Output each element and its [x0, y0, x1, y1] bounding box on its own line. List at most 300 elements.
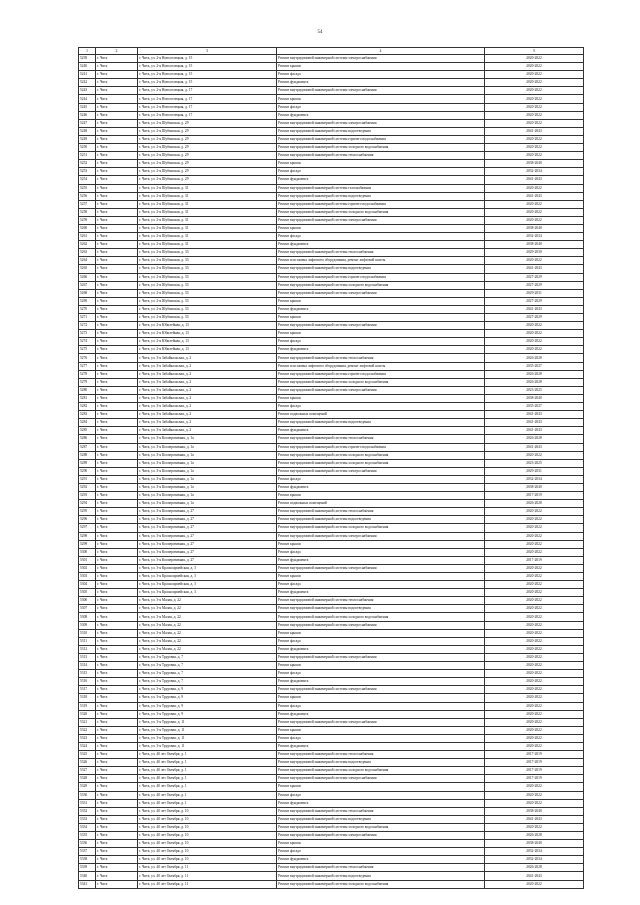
address-cell: г. Чита, ул. 2-я Новоселецкая, д. 15	[138, 63, 277, 71]
address-cell: г. Чита, ул. 2-я Шубинская, д. 33	[138, 314, 277, 322]
municipality-cell: г. Чита	[96, 160, 138, 168]
row-number-cell: 5339	[79, 864, 96, 872]
period-cell: 2020-2022	[485, 726, 584, 734]
municipality-cell: г. Чита	[96, 540, 138, 548]
period-cell: 2020-2022	[485, 144, 584, 152]
row-number-cell: 5270	[79, 305, 96, 313]
row-number-cell: 5328	[79, 775, 96, 783]
table-row	[79, 71, 584, 79]
address-cell: г. Чита, ул. 3-я Трудовая, д. 11	[138, 734, 277, 742]
address-cell: г. Чита, ул. 40 лет Октября, д. 10	[138, 856, 277, 864]
municipality-cell: г. Чита	[96, 451, 138, 459]
period-cell: 2020-2022	[485, 573, 584, 581]
work-type-cell: Ремонт внутридомовой инженерной системы горячего водоснабжения	[277, 273, 485, 281]
row-number-cell: 5325	[79, 751, 96, 759]
period-cell: 2032-2034	[485, 475, 584, 483]
work-type-cell: Ремонт крыши	[277, 694, 485, 702]
table-row	[79, 662, 584, 670]
address-cell: г. Чита, ул. 3-я Трудовая, д. 7	[138, 653, 277, 661]
work-type-cell: Ремонт внутридомовой инженерной системы теплоснабжения	[277, 751, 485, 759]
period-cell: 2020-2022	[485, 880, 584, 888]
table-row	[79, 492, 584, 500]
row-number-cell: 5312	[79, 645, 96, 653]
work-type-cell: Ремонт внутридомовой инженерной системы горячего водоснабжения	[277, 443, 485, 451]
work-type-cell: Ремонт крыши	[277, 629, 485, 637]
row-number-cell: 5247	[79, 119, 96, 127]
address-cell: г. Чита, ул. 40 лет Октября, д. 1	[138, 791, 277, 799]
municipality-cell: г. Чита	[96, 427, 138, 435]
row-number-cell: 5272	[79, 322, 96, 330]
period-cell: 2020-2022	[485, 532, 584, 540]
row-number-cell: 5262	[79, 241, 96, 249]
period-cell: 2041-2043	[485, 127, 584, 135]
municipality-cell: г. Чита	[96, 297, 138, 305]
table-row	[79, 856, 584, 864]
address-cell: г. Чита, ул. 3-я Красноармейская, д. 3	[138, 589, 277, 597]
address-cell: г. Чита, ул. 40 лет Октября, д. 10	[138, 823, 277, 831]
table-row	[79, 532, 584, 540]
row-number-cell: 5305	[79, 589, 96, 597]
municipality-cell: г. Чита	[96, 103, 138, 111]
table-row	[79, 160, 584, 168]
address-cell: г. Чита, ул. 3-я Забайкальская, д. 2	[138, 427, 277, 435]
address-cell: г. Чита, ул. 40 лет Октября, д. 1	[138, 783, 277, 791]
address-cell: г. Чита, ул. 40 лет Октября, д. 10	[138, 840, 277, 848]
work-type-cell: Ремонт крыши	[277, 394, 485, 402]
work-type-cell: Ремонт крыши	[277, 224, 485, 232]
period-cell: 2032-2034	[485, 856, 584, 864]
row-number-cell: 5338	[79, 856, 96, 864]
table-row	[79, 427, 584, 435]
period-cell: 2020-2022	[485, 330, 584, 338]
municipality-cell: г. Чита	[96, 265, 138, 273]
work-type-cell: Ремонт внутридомовой инженерной системы электроснабжения	[277, 621, 485, 629]
period-cell: 2041-2043	[485, 265, 584, 273]
row-number-cell: 5242	[79, 79, 96, 87]
work-type-cell: Ремонт внутридомовой инженерной системы электроснабжения	[277, 322, 485, 330]
period-cell: 2020-2022	[485, 346, 584, 354]
work-type-cell: Ремонт внутридомовой инженерной системы теплоснабжения	[277, 354, 485, 362]
address-cell: г. Чита, ул. 2-я Новоселецкая, д. 15	[138, 79, 277, 87]
row-number-cell: 5278	[79, 370, 96, 378]
address-cell: г. Чита, ул. 3-я Малая, д. 22	[138, 597, 277, 605]
table-row	[79, 403, 584, 411]
row-number-cell: 5306	[79, 597, 96, 605]
table-row	[79, 516, 584, 524]
table-row	[79, 354, 584, 362]
table-row	[79, 589, 584, 597]
address-cell: г. Чита, ул. 2-я Шубинская, д. 31	[138, 208, 277, 216]
address-cell: г. Чита, ул. 3-я Забайкальская, д. 2	[138, 370, 277, 378]
municipality-cell: г. Чита	[96, 645, 138, 653]
municipality-cell: г. Чита	[96, 524, 138, 532]
table-row	[79, 880, 584, 888]
address-cell: г. Чита, ул. 3-я Забайкальская, д. 2	[138, 354, 277, 362]
table-row	[79, 297, 584, 305]
row-number-cell: 5283	[79, 411, 96, 419]
address-cell: г. Чита, ул. 3-я Кооперативная, д. 27	[138, 524, 277, 532]
row-number-cell: 5266	[79, 273, 96, 281]
address-cell: г. Чита, ул. 2-я Шубинская, д. 33	[138, 265, 277, 273]
work-type-cell: Ремонт фасада	[277, 475, 485, 483]
work-type-cell: Ремонт внутридомовой инженерной системы электроснабжения	[277, 289, 485, 297]
municipality-cell: г. Чита	[96, 653, 138, 661]
table-row	[79, 645, 584, 653]
period-cell: 2020-2022	[485, 799, 584, 807]
table-row	[79, 362, 584, 370]
municipality-cell: г. Чита	[96, 500, 138, 508]
period-cell: 2020-2022	[485, 597, 584, 605]
table-row	[79, 111, 584, 119]
municipality-cell: г. Чита	[96, 354, 138, 362]
municipality-cell: г. Чита	[96, 289, 138, 297]
period-cell: 2029-2031	[485, 289, 584, 297]
work-type-cell: Ремонт крыши	[277, 573, 485, 581]
work-type-cell: Ремонт внутридомовой инженерной системы водоотведения	[277, 815, 485, 823]
work-type-cell: Ремонт или замена лифтового оборудования, ремонт лифтовой шахты	[277, 362, 485, 370]
municipality-cell: г. Чита	[96, 573, 138, 581]
municipality-cell: г. Чита	[96, 63, 138, 71]
period-cell: 2041-2043	[485, 305, 584, 313]
municipality-cell: г. Чита	[96, 233, 138, 241]
table-row	[79, 702, 584, 710]
period-cell: 2020-2022	[485, 791, 584, 799]
period-cell: 2041-2043	[485, 815, 584, 823]
municipality-cell: г. Чита	[96, 815, 138, 823]
table-row	[79, 791, 584, 799]
work-type-cell: Ремонт внутридомовой инженерной системы теплоснабжения	[277, 249, 485, 257]
address-cell: г. Чита, ул. 3-я Малая, д. 22	[138, 637, 277, 645]
repair-schedule-table	[78, 47, 584, 889]
work-type-cell: Ремонт внутридомовой инженерной системы холодного водоснабжения	[277, 378, 485, 386]
row-number-cell: 5311	[79, 637, 96, 645]
work-type-cell: Ремонт фасада	[277, 338, 485, 346]
work-type-cell: Ремонт внутридомовой инженерной системы электроснабжения	[277, 775, 485, 783]
municipality-cell: г. Чита	[96, 176, 138, 184]
table-row	[79, 467, 584, 475]
municipality-cell: г. Чита	[96, 378, 138, 386]
work-type-cell: Ремонт внутридомовой инженерной системы холодного водоснабжения	[277, 451, 485, 459]
table-row	[79, 718, 584, 726]
table-row	[79, 224, 584, 232]
address-cell: г. Чита, ул. 40 лет Октября, д. 11	[138, 872, 277, 880]
row-number-cell: 5303	[79, 573, 96, 581]
row-number-cell: 5250	[79, 144, 96, 152]
municipality-cell: г. Чита	[96, 443, 138, 451]
municipality-cell: г. Чита	[96, 370, 138, 378]
table-row	[79, 257, 584, 265]
address-cell: г. Чита, ул. 40 лет Октября, д. 1	[138, 767, 277, 775]
table-row	[79, 63, 584, 71]
period-cell: 2017-2019	[485, 759, 584, 767]
period-cell: 2020-2022	[485, 338, 584, 346]
row-number-cell: 5332	[79, 807, 96, 815]
address-cell: г. Чита, ул. 3-я Малая, д. 22	[138, 621, 277, 629]
table-row	[79, 346, 584, 354]
table-row	[79, 435, 584, 443]
table-row	[79, 394, 584, 402]
table-row	[79, 79, 584, 87]
municipality-cell: г. Чита	[96, 394, 138, 402]
work-type-cell: Ремонт внутридомовой инженерной системы электроснабжения	[277, 386, 485, 394]
row-number-cell: 5281	[79, 394, 96, 402]
table-row	[79, 330, 584, 338]
work-type-cell: Ремонт крыши	[277, 297, 485, 305]
period-cell: 2020-2022	[485, 508, 584, 516]
table-row	[79, 168, 584, 176]
row-number-cell: 5253	[79, 168, 96, 176]
column-number-5: 5	[485, 48, 584, 55]
table-row	[79, 613, 584, 621]
address-cell: г. Чита, ул. 3-я Красноармейская, д. 3	[138, 581, 277, 589]
address-cell: г. Чита, ул. 3-я Малая, д. 22	[138, 629, 277, 637]
period-cell: 2020-2022	[485, 710, 584, 718]
address-cell: г. Чита, ул. 3-я Забайкальская, д. 2	[138, 419, 277, 427]
period-cell: 2027-2029	[485, 314, 584, 322]
row-number-cell: 5341	[79, 880, 96, 888]
table-row	[79, 726, 584, 734]
row-number-cell: 5291	[79, 475, 96, 483]
work-type-cell: Ремонт внутридомовой инженерной системы электроснабжения	[277, 87, 485, 95]
work-type-cell: Ремонт фундамента	[277, 241, 485, 249]
period-cell: 2020-2022	[485, 670, 584, 678]
address-cell: г. Чита, ул. 3-я Кооперативная, д. 27	[138, 516, 277, 524]
work-type-cell: Ремонт внутридомовой инженерной системы холодного водоснабжения	[277, 144, 485, 152]
work-type-cell: Ремонт фасада	[277, 670, 485, 678]
address-cell: г. Чита, ул. 40 лет Октября, д. 11	[138, 880, 277, 888]
work-type-cell: Ремонт внутридомовой инженерной системы водоотведения	[277, 516, 485, 524]
address-cell: г. Чита, ул. 2-я Шубинская, д. 33	[138, 297, 277, 305]
row-number-cell: 5251	[79, 152, 96, 160]
table-row	[79, 322, 584, 330]
table-row	[79, 419, 584, 427]
municipality-cell: г. Чита	[96, 783, 138, 791]
column-number-4: 4	[277, 48, 485, 55]
period-cell: 2020-2022	[485, 783, 584, 791]
work-type-cell: Ремонт фасада	[277, 637, 485, 645]
row-number-cell: 5309	[79, 621, 96, 629]
municipality-cell: г. Чита	[96, 670, 138, 678]
address-cell: г. Чита, ул. 40 лет Октября, д. 1	[138, 799, 277, 807]
row-number-cell: 5294	[79, 500, 96, 508]
address-cell: г. Чита, ул. 3-я Трудовая, д. 11	[138, 742, 277, 750]
municipality-cell: г. Чита	[96, 419, 138, 427]
municipality-cell: г. Чита	[96, 556, 138, 564]
address-cell: г. Чита, ул. 2-я Шубинская, д. 31	[138, 233, 277, 241]
period-cell: 2020-2022	[485, 79, 584, 87]
address-cell: г. Чита, ул. 3-я Кооперативная, д. 1а	[138, 483, 277, 491]
work-type-cell: Ремонт фундамента	[277, 645, 485, 653]
row-number-cell: 5335	[79, 832, 96, 840]
address-cell: г. Чита, ул. 40 лет Октября, д. 1	[138, 759, 277, 767]
work-type-cell: Ремонт фундамента	[277, 678, 485, 686]
address-cell: г. Чита, ул. 3-я Забайкальская, д. 2	[138, 403, 277, 411]
address-cell: г. Чита, ул. 2-я Юбилейная, д. 13	[138, 322, 277, 330]
municipality-cell: г. Чита	[96, 710, 138, 718]
row-number-cell: 5265	[79, 265, 96, 273]
period-cell: 2020-2022	[485, 111, 584, 119]
period-cell: 2020-2022	[485, 63, 584, 71]
period-cell: 2020-2022	[485, 694, 584, 702]
table-row	[79, 55, 584, 63]
address-cell: г. Чита, ул. 2-я Шубинская, д. 33	[138, 249, 277, 257]
row-number-cell: 5310	[79, 629, 96, 637]
page-number: 54	[317, 30, 323, 35]
table-row	[79, 759, 584, 767]
period-cell: 2020-2022	[485, 564, 584, 572]
period-cell: 2017-2019	[485, 767, 584, 775]
period-cell: 2026-2028	[485, 354, 584, 362]
address-cell: г. Чита, ул. 3-я Трудовая, д. 7	[138, 670, 277, 678]
work-type-cell: Ремонт внутридомовой инженерной системы газоснабжения	[277, 184, 485, 192]
period-cell: 2020-2022	[485, 119, 584, 127]
row-number-cell: 5284	[79, 419, 96, 427]
period-cell: 2017-2019	[485, 775, 584, 783]
period-cell: 2038-2040	[485, 807, 584, 815]
row-number-cell: 5292	[79, 483, 96, 491]
municipality-cell: г. Чита	[96, 403, 138, 411]
period-cell: 2038-2040	[485, 840, 584, 848]
work-type-cell: Ремонт фасада	[277, 581, 485, 589]
work-type-cell: Ремонт внутридомовой инженерной системы водоотведения	[277, 127, 485, 135]
row-number-cell: 5263	[79, 249, 96, 257]
period-cell: 2020-2022	[485, 95, 584, 103]
municipality-cell: г. Чита	[96, 386, 138, 394]
address-cell: г. Чита, ул. 2-я Юбилейная, д. 13	[138, 330, 277, 338]
row-number-cell: 5271	[79, 314, 96, 322]
period-cell: 2020-2022	[485, 621, 584, 629]
work-type-cell: Ремонт внутридомовой инженерной системы холодного водоснабжения	[277, 613, 485, 621]
period-cell: 2020-2022	[485, 208, 584, 216]
period-cell: 2029-2031	[485, 467, 584, 475]
address-cell: г. Чита, ул. 3-я Трудовая, д. 11	[138, 718, 277, 726]
work-type-cell: Ремонт внутридомовой инженерной системы электроснабжения	[277, 216, 485, 224]
row-number-cell: 5327	[79, 767, 96, 775]
address-cell: г. Чита, ул. 40 лет Октября, д. 10	[138, 848, 277, 856]
period-cell: 2020-2022	[485, 216, 584, 224]
table-row	[79, 208, 584, 216]
work-type-cell: Ремонт внутридомовой инженерной системы холодного водоснабжения	[277, 208, 485, 216]
row-number-cell: 5296	[79, 516, 96, 524]
address-cell: г. Чита, ул. 2-я Юбилейная, д. 13	[138, 338, 277, 346]
table-row	[79, 686, 584, 694]
row-number-cell: 5288	[79, 451, 96, 459]
address-cell: г. Чита, ул. 40 лет Октября, д. 11	[138, 864, 277, 872]
table-row	[79, 637, 584, 645]
row-number-cell: 5322	[79, 726, 96, 734]
municipality-cell: г. Чита	[96, 483, 138, 491]
municipality-cell: г. Чита	[96, 71, 138, 79]
period-cell: 2026-2028	[485, 435, 584, 443]
row-number-cell: 5293	[79, 492, 96, 500]
work-type-cell: Ремонт фасада	[277, 233, 485, 241]
municipality-cell: г. Чита	[96, 168, 138, 176]
work-type-cell: Ремонт крыши	[277, 840, 485, 848]
row-number-cell: 5267	[79, 281, 96, 289]
table-row	[79, 176, 584, 184]
municipality-cell: г. Чита	[96, 241, 138, 249]
municipality-cell: г. Чита	[96, 459, 138, 467]
municipality-cell: г. Чита	[96, 589, 138, 597]
table-row	[79, 775, 584, 783]
period-cell: 2032-2034	[485, 233, 584, 241]
period-cell: 2020-2022	[485, 548, 584, 556]
work-type-cell: Ремонт фундамента	[277, 111, 485, 119]
row-number-cell: 5319	[79, 702, 96, 710]
table-row	[79, 751, 584, 759]
work-type-cell: Ремонт фасада	[277, 403, 485, 411]
municipality-cell: г. Чита	[96, 791, 138, 799]
address-cell: г. Чита, ул. 2-я Шубинская, д. 31	[138, 241, 277, 249]
municipality-cell: г. Чита	[96, 694, 138, 702]
address-cell: г. Чита, ул. 2-я Шубинская, д. 29	[138, 135, 277, 143]
table-row	[79, 95, 584, 103]
table-row	[79, 734, 584, 742]
municipality-cell: г. Чита	[96, 662, 138, 670]
period-cell: 2020-2022	[485, 55, 584, 63]
row-number-cell: 5295	[79, 508, 96, 516]
row-number-cell: 5307	[79, 605, 96, 613]
address-cell: г. Чита, ул. 40 лет Октября, д. 10	[138, 815, 277, 823]
row-number-cell: 5243	[79, 87, 96, 95]
address-cell: г. Чита, ул. 2-я Новоселецкая, д. 17	[138, 95, 277, 103]
address-cell: г. Чита, ул. 40 лет Октября, д. 10	[138, 807, 277, 815]
row-number-cell: 5277	[79, 362, 96, 370]
period-cell: 2038-2040	[485, 160, 584, 168]
address-cell: г. Чита, ул. 3-я Трудовая, д. 7	[138, 678, 277, 686]
row-number-cell: 5255	[79, 184, 96, 192]
period-cell: 2041-2043	[485, 872, 584, 880]
period-cell: 2020-2022	[485, 637, 584, 645]
municipality-cell: г. Чита	[96, 119, 138, 127]
work-type-cell: Ремонт фундамента	[277, 856, 485, 864]
table-row	[79, 443, 584, 451]
municipality-cell: г. Чита	[96, 581, 138, 589]
row-number-cell: 5240	[79, 63, 96, 71]
period-cell: 2026-2028	[485, 500, 584, 508]
period-cell: 2041-2043	[485, 176, 584, 184]
table-row	[79, 694, 584, 702]
row-number-cell: 5317	[79, 686, 96, 694]
work-type-cell: Ремонт фасада	[277, 702, 485, 710]
table-row	[79, 152, 584, 160]
municipality-cell: г. Чита	[96, 548, 138, 556]
period-cell: 2017-2019	[485, 556, 584, 564]
address-cell: г. Чита, ул. 2-я Шубинская, д. 31	[138, 216, 277, 224]
work-type-cell: Ремонт крыши	[277, 95, 485, 103]
address-cell: г. Чита, ул. 40 лет Октября, д. 1	[138, 751, 277, 759]
municipality-cell: г. Чита	[96, 200, 138, 208]
row-number-cell: 5280	[79, 386, 96, 394]
address-cell: г. Чита, ул. 3-я Трудовая, д. 9	[138, 710, 277, 718]
municipality-cell: г. Чита	[96, 759, 138, 767]
work-type-cell: Ремонт внутридомовой инженерной системы холодного водоснабжения	[277, 767, 485, 775]
period-cell: 2020-2022	[485, 184, 584, 192]
table-row	[79, 127, 584, 135]
table-row	[79, 670, 584, 678]
period-cell: 2027-2029	[485, 273, 584, 281]
address-cell: г. Чита, ул. 2-я Юбилейная, д. 13	[138, 346, 277, 354]
work-type-cell: Ремонт внутридомовой инженерной системы горячего водоснабжения	[277, 135, 485, 143]
table-row	[79, 265, 584, 273]
address-cell: г. Чита, ул. 2-я Шубинская, д. 33	[138, 281, 277, 289]
municipality-cell: г. Чита	[96, 832, 138, 840]
period-cell: 2041-2043	[485, 443, 584, 451]
address-cell: г. Чита, ул. 2-я Новоселецкая, д. 15	[138, 55, 277, 63]
table-row	[79, 848, 584, 856]
work-type-cell: Ремонт крыши	[277, 783, 485, 791]
address-cell: г. Чита, ул. 2-я Шубинская, д. 29	[138, 152, 277, 160]
